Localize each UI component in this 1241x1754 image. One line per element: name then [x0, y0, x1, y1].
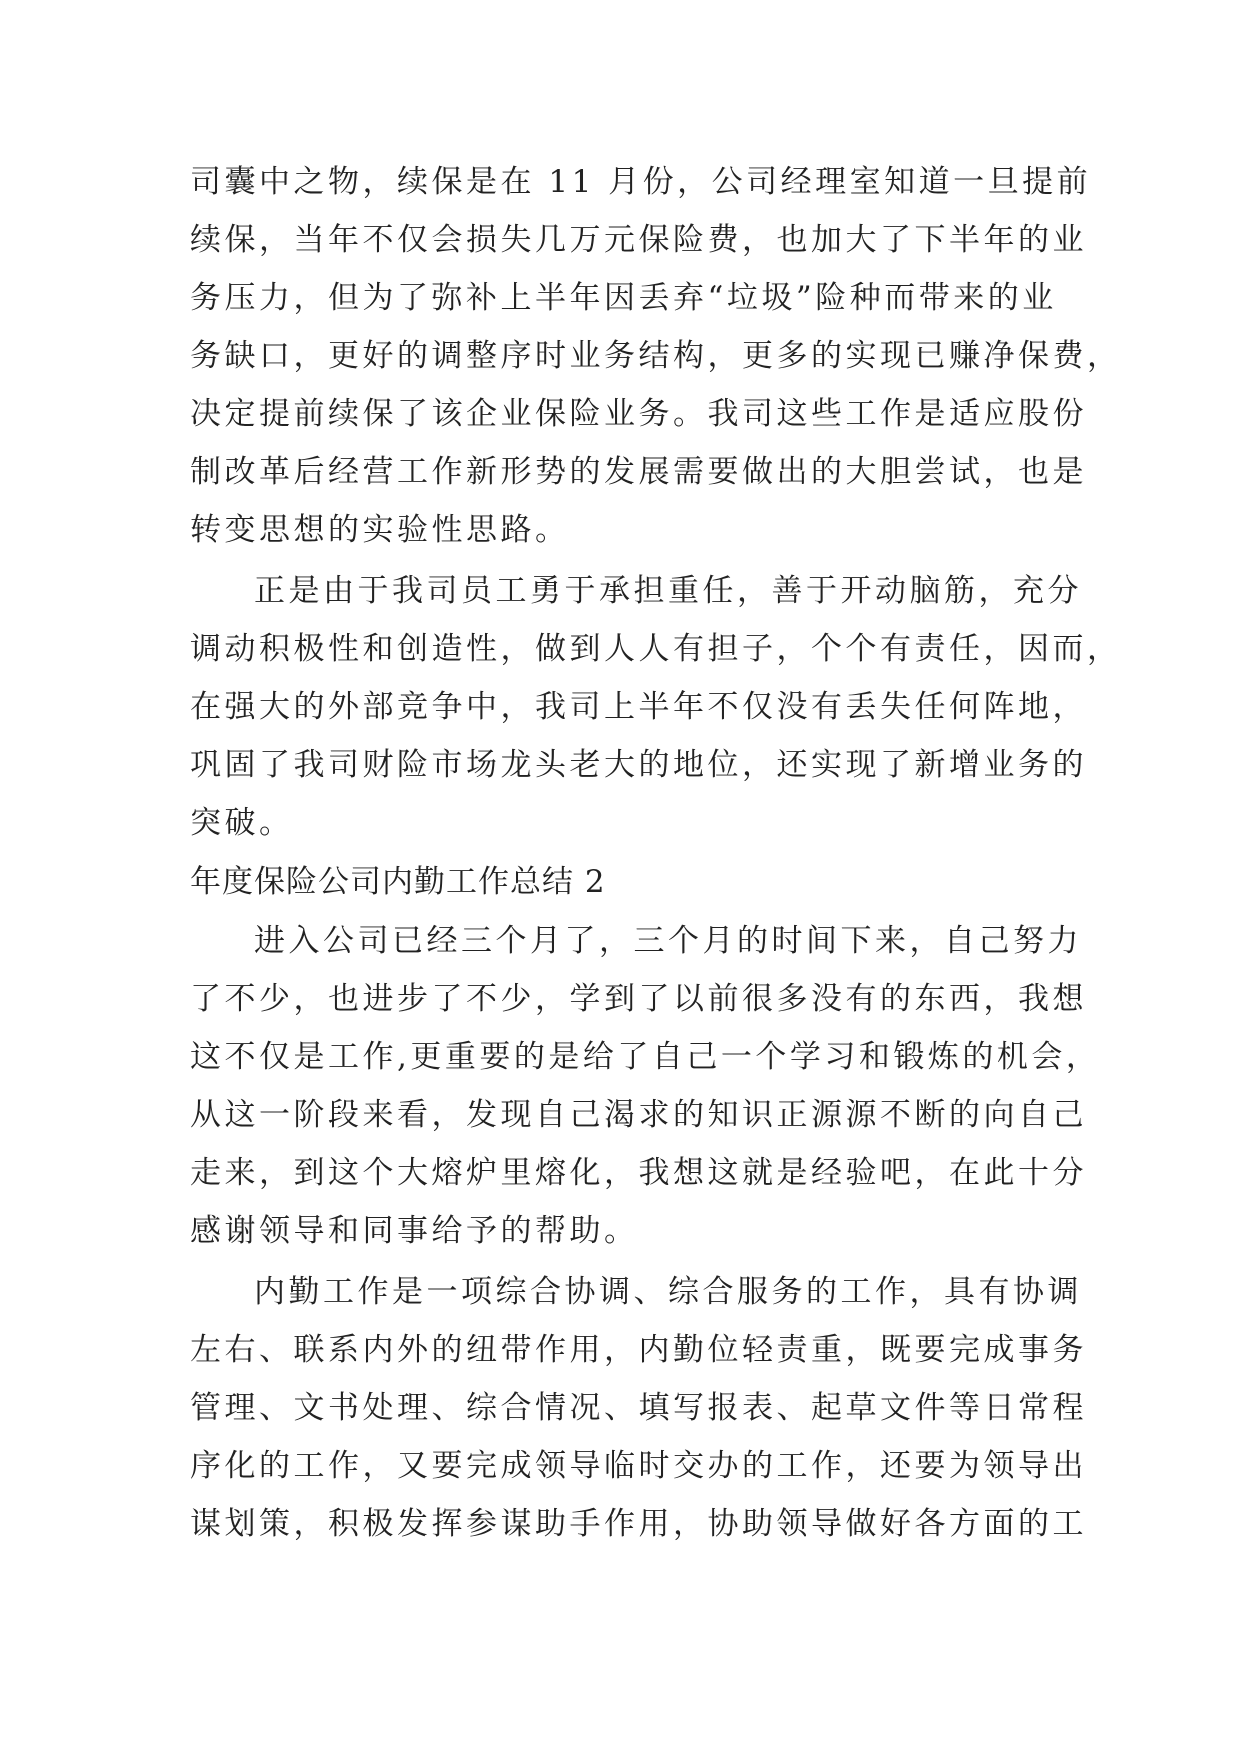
text-line: 管理、文书处理、综合情况、填写报表、起草文件等日常程 — [190, 1390, 1087, 1426]
text-line: 续保，当年不仅会损失几万元保险费，也加大了下半年的业 — [190, 222, 1087, 258]
text-line: 务缺口，更好的调整序时业务结构，更多的实现已赚净保费， — [190, 338, 1122, 374]
text-line: 突破。 — [190, 805, 294, 841]
text-line: 制改革后经营工作新形势的发展需要做出的大胆尝试，也是 — [190, 454, 1087, 490]
text-line: 进入公司已经三个月了，三个月的时间下来，自己努力 — [254, 923, 1082, 959]
text-line: 在强大的外部竞争中，我司上半年不仅没有丢失任何阵地， — [190, 689, 1087, 725]
text-line: 调动积极性和创造性，做到人人有担子，个个有责任，因而， — [190, 631, 1122, 667]
text-line: 巩固了我司财险市场龙头老大的地位，还实现了新增业务的 — [190, 747, 1087, 783]
section-title: 年度保险公司内勤工作总结 2 — [190, 864, 606, 900]
text-line: 正是由于我司员工勇于承担重任，善于开动脑筋，充分 — [254, 573, 1082, 609]
text-line: 决定提前续保了该企业保险业务。我司这些工作是适应股份 — [190, 396, 1087, 432]
text-line: 感谢领导和同事给予的帮助。 — [190, 1213, 639, 1249]
text-line: 了不少，也进步了不少，学到了以前很多没有的东西，我想 — [190, 981, 1087, 1017]
text-line: 从这一阶段来看，发现自己渴求的知识正源源不断的向自己 — [190, 1097, 1087, 1133]
text-line: 序化的工作，又要完成领导临时交办的工作，还要为领导出 — [190, 1448, 1087, 1484]
text-line: 务压力，但为了弥补上半年因丢弃“垃圾”险种而带来的业 — [190, 280, 1057, 316]
text-line: 司囊中之物，续保是在 11 月份，公司经理室知道一旦提前 — [190, 164, 1092, 200]
text-line: 这不仅是工作,更重要的是给了自己一个学习和锻炼的机会， — [190, 1039, 1101, 1075]
text-line: 内勤工作是一项综合协调、综合服务的工作，具有协调 — [254, 1274, 1082, 1310]
text-line: 左右、联系内外的纽带作用，内勤位轻责重，既要完成事务 — [190, 1332, 1087, 1368]
text-line: 转变思想的实验性思路。 — [190, 512, 570, 548]
text-line: 谋划策，积极发挥参谋助手作用，协助领导做好各方面的工 — [190, 1506, 1087, 1542]
text-line: 走来，到这个大熔炉里熔化，我想这就是经验吧，在此十分 — [190, 1155, 1087, 1191]
